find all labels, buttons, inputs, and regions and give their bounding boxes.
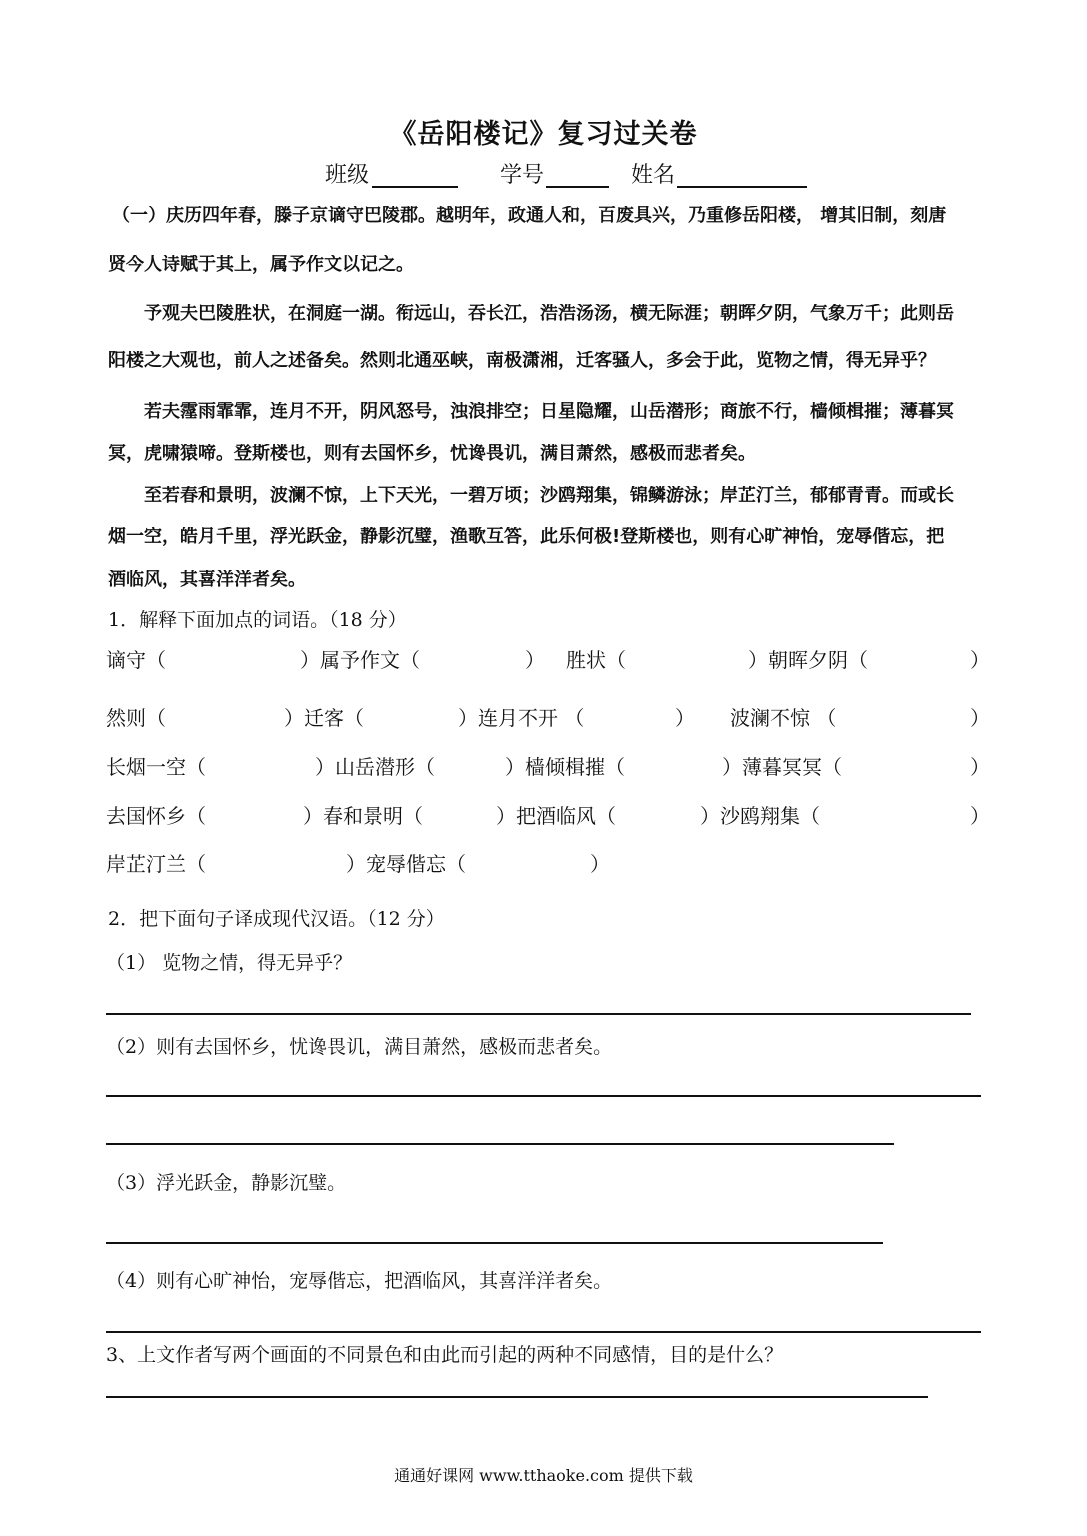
passage-line: 予观夫巴陵胜状，在洞庭一湖。衔远山，吞长江，浩浩汤汤，横无际涯；朝晖夕阴，气象万千；此则岳 [144,304,954,324]
footer-text: 通通好课网 www.tthaoke.com 提供下载 [394,1466,693,1485]
vocab-item: ）把酒临风（ [496,804,616,828]
vocab-item: ）山岳潜形（ [315,755,435,779]
vocab-item: ） [970,648,990,672]
vocab-item: ） [970,804,990,828]
passage-line: 若夫霪雨霏霏，连月不开，阴风怒号，浊浪排空；日星隐耀，山岳潜形；商旅不行，樯倾楫摧；薄暮冥 [144,402,954,422]
vocab-item: ）迁客（ [284,706,364,730]
answer-line[interactable] [106,1013,971,1015]
question-2-prompt: 2．把下面句子译成现代汉语。（12 分） [108,908,445,930]
vocab-item: ）春和景明（ [303,804,423,828]
name-blank[interactable] [677,186,807,188]
vocab-item: ）宠辱偕忘（ [346,852,466,876]
name-label: 姓名 [631,163,676,188]
passage-line: 至若春和景明，波澜不惊，上下天光，一碧万顷；沙鸥翔集，锦鳞游泳；岸芷汀兰，郁郁青青。而或长 [144,486,954,506]
answer-line[interactable] [106,1396,928,1398]
passage-line: 酒临风，其喜洋洋者矣。 [108,570,306,590]
class-label: 班级 [325,163,370,188]
vocab-item: ） [590,852,610,876]
vocab-item: 去国怀乡（ [106,804,206,828]
answer-line[interactable] [106,1143,894,1145]
student-id-label: 学号 [500,163,545,188]
answer-line[interactable] [106,1242,883,1244]
vocab-item: ） [970,755,990,779]
question-3-prompt: 3、上文作者写两个画面的不同景色和由此而引起的两种不同感情，目的是什么？ [106,1344,784,1366]
vocab-item: ）连月不开 （ [458,706,585,730]
passage-line: （一）庆历四年春，滕子京谪守巴陵郡。越明年，政通人和，百废具兴，乃重修岳阳楼， 增其旧制，刻唐 [112,206,947,226]
translation-item: （4）则有心旷神怡，宠辱偕忘，把酒临风，其喜洋洋者矣。 [106,1270,613,1292]
vocab-item: ） [675,706,695,730]
vocab-item: 胜状（ [566,648,626,672]
answer-line[interactable] [106,1095,981,1097]
vocab-item: ）樯倾楫摧（ [505,755,625,779]
vocab-item: ） [525,648,545,672]
question-1-prompt: 1．解释下面加点的词语。（18 分） [108,609,407,631]
student-id-blank[interactable] [546,186,609,188]
vocab-item: ）沙鸥翔集（ [700,804,820,828]
vocab-item: ）朝晖夕阴（ [748,648,868,672]
vocab-item: 波澜不惊 （ [730,706,837,730]
class-blank[interactable] [372,186,458,188]
passage-line: 冥，虎啸猿啼。登斯楼也，则有去国怀乡，忧谗畏讥，满目萧然，感极而悲者矣。 [108,444,756,464]
vocab-item: 长烟一空（ [106,755,206,779]
passage-line: 阳楼之大观也，前人之述备矣。然则北通巫峡，南极潇湘，迁客骚人，多会于此，览物之情，得无异乎？ [108,351,936,371]
vocab-item: 谪守（ [106,648,166,672]
vocab-item: ）薄暮冥冥（ [722,755,842,779]
vocab-item: ）属予作文（ [300,648,420,672]
vocab-item: 岸芷汀兰（ [106,852,206,876]
translation-item: （3）浮光跃金，静影沉璧。 [106,1172,347,1194]
vocab-item: ） [970,706,990,730]
vocab-item: 然则（ [106,706,166,730]
translation-item: （1） 览物之情，得无异乎？ [106,952,353,974]
page-title: 《岳阳楼记》复习过关卷 [389,119,698,150]
passage-line: 烟一空，皓月千里，浮光跃金，静影沉璧，渔歌互答，此乐何极!登斯楼也，则有心旷神怡，宠辱偕忘，把 [108,527,945,547]
translation-item: （2）则有去国怀乡，忧谗畏讥，满目萧然，感极而悲者矣。 [106,1036,613,1058]
answer-line[interactable] [106,1331,981,1333]
passage-line: 贤今人诗赋于其上，属予作文以记之。 [108,255,414,275]
